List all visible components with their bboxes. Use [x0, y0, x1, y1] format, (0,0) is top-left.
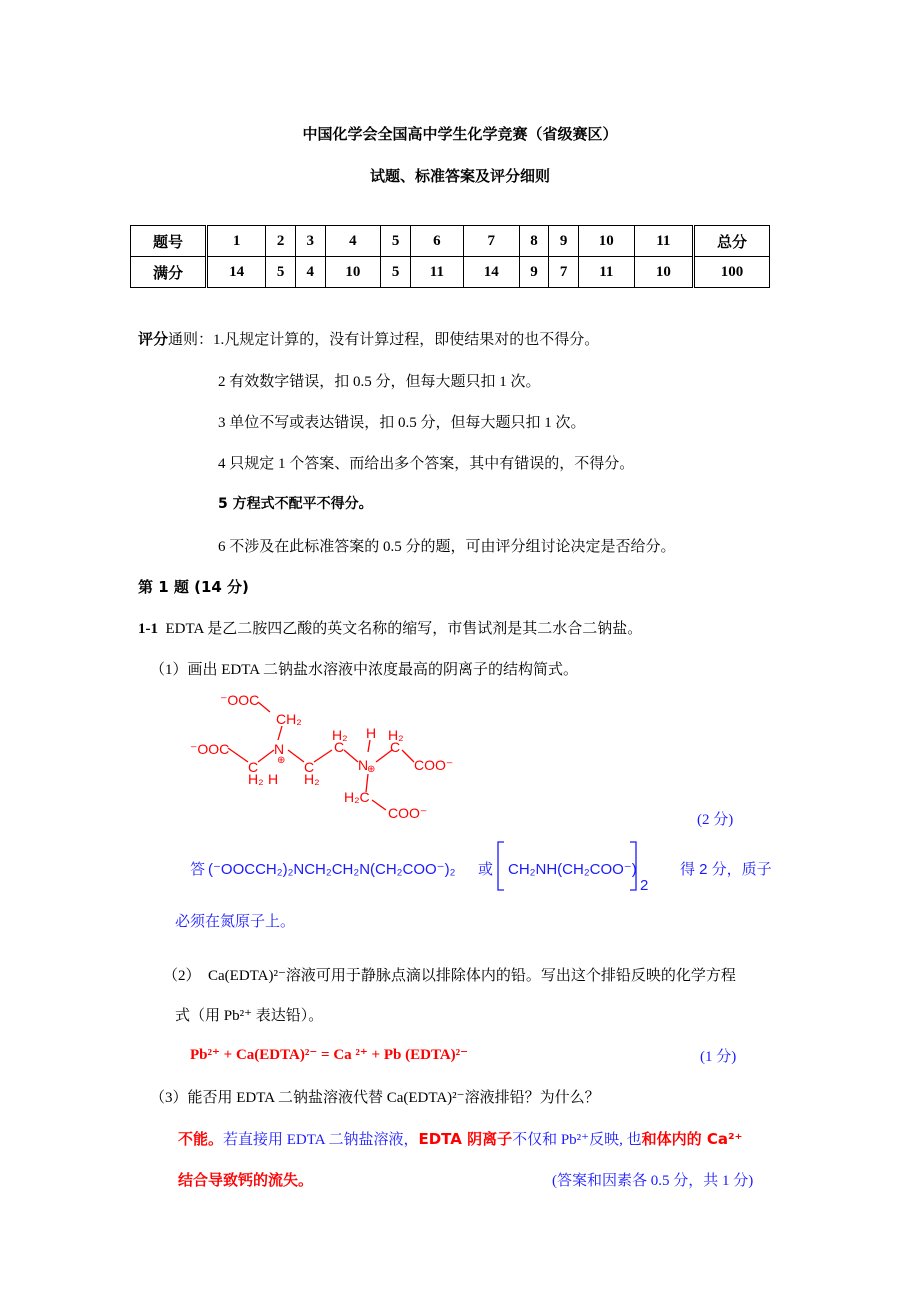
answer-red: 不能。: [178, 1130, 224, 1148]
cell-score: 11: [578, 257, 634, 288]
cell-score: 14: [207, 257, 266, 288]
row-label-number: 题号: [131, 226, 207, 257]
cell-score: 7: [549, 257, 579, 288]
row-label-score: 满分: [131, 257, 207, 288]
edta-structure-diagram: [170, 688, 480, 828]
rules-lead: 通则：: [168, 332, 214, 348]
rule-3: 3 单位不写或表达错误，扣 0.5 分，但每大题只扣 1 次。: [218, 415, 586, 431]
cell-number: 1: [207, 226, 266, 257]
rule-4: 4 只规定 1 个答案、而给出多个答案，其中有错误的，不得分。: [218, 456, 635, 472]
atom-label: N: [358, 757, 369, 773]
cell-number: 10: [578, 226, 634, 257]
atom-label: C: [248, 759, 259, 775]
bond: [258, 750, 274, 762]
answer-tail-2: 必须在氮原子上。: [175, 914, 296, 930]
rules-lead-bold: 评分: [138, 330, 169, 348]
rule-2: 2 有效数字错误，扣 0.5 分，但每大题只扣 1 次。: [218, 374, 541, 390]
bond: [278, 726, 282, 740]
atom-label: COO⁻: [388, 805, 428, 821]
total-value: 100: [694, 257, 770, 288]
rule-6: 6 不涉及在此标准答案的 0.5 分的题，可由评分组讨论决定是否给分。: [218, 539, 676, 555]
q1-part1-prompt: （1）画出 EDTA 二钠盐水溶液中浓度最高的阴离子的结构简式。: [150, 662, 578, 678]
q1-part2-prompt-b: 式（用 Pb²⁺ 表达铅）。: [175, 1008, 324, 1024]
bond: [344, 750, 358, 762]
cell-number: 6: [410, 226, 463, 257]
q1-part2-score: (1 分): [700, 1049, 737, 1065]
answer-red: EDTA 阴离子: [418, 1130, 513, 1148]
answer-red: 和体内的 Ca²⁺: [641, 1130, 743, 1148]
atom-label: C: [304, 759, 315, 775]
cell-score: 5: [266, 257, 296, 288]
total-label: 总分: [694, 226, 770, 257]
bond: [372, 800, 386, 810]
formula-or: 或: [478, 861, 494, 878]
cell-score: 4: [295, 257, 325, 288]
formula-bracketed: CH₂NH(CH₂COO⁻): [508, 861, 637, 878]
atom-label: ⁻OOC: [190, 741, 230, 757]
q1-part3-answer-b: 结合导致钙的流失。: [178, 1171, 314, 1189]
cell-number: 2: [266, 226, 296, 257]
atom-label: CH₂: [276, 711, 302, 727]
bond: [314, 750, 332, 762]
answer-blue: 若直接用 EDTA 二钠盐溶液，: [223, 1132, 419, 1148]
atom-label: H: [366, 725, 377, 741]
bond: [288, 750, 304, 762]
q1-part3-prompt: （3）能否用 EDTA 二钠盐溶液代替 Ca(EDTA)²⁻溶液排铅？为什么？: [150, 1090, 600, 1106]
rule-1: 1.凡规定计算的，没有计算过程，即使结果对的也不得分。: [213, 332, 600, 348]
atom-label: H₂C: [344, 789, 370, 805]
bond: [228, 748, 248, 762]
answer-prefix: 答: [190, 861, 206, 878]
rule-5: 5 方程式不配平不得分。: [218, 496, 373, 512]
atom-label: N: [274, 741, 285, 757]
bracket-subscript: 2: [640, 877, 649, 894]
cell-score: 14: [463, 257, 519, 288]
q1-part2-equation: Pb²⁺ + Ca(EDTA)²⁻ = Ca ²⁺ + Pb (EDTA)²⁻: [190, 1047, 469, 1063]
answer-blue: 不仅和 Pb²⁺反映, 也: [512, 1132, 642, 1148]
atom-label: COO⁻: [414, 757, 454, 773]
q1-part1-score: (2 分): [697, 812, 734, 828]
bond: [402, 750, 414, 762]
score-table: [130, 225, 770, 288]
cell-number: 9: [549, 226, 579, 257]
cell-score: 11: [410, 257, 463, 288]
q11-line: [138, 617, 642, 638]
cell-score: 10: [325, 257, 381, 288]
atom-label: C: [334, 739, 345, 755]
cell-score: 9: [519, 257, 549, 288]
atom-label: C: [390, 739, 401, 755]
atom-label: H₂: [388, 727, 404, 743]
cell-score: 5: [381, 257, 411, 288]
atom-label: H: [268, 771, 279, 787]
table-row: [131, 226, 770, 257]
cell-number: 8: [519, 226, 549, 257]
bond: [258, 702, 270, 712]
table-row: [131, 257, 770, 288]
q1-part3-answer-a: [178, 1128, 742, 1149]
atom-label: H₂: [304, 771, 320, 787]
alternative-answer-formula: [186, 838, 786, 896]
structure-bonds: [228, 702, 414, 810]
q1-part2-prompt-a: （2） Ca(EDTA)²⁻溶液可用于静脉点滴以排除体内的铅。写出这个排铅反映的化学方程: [163, 968, 736, 984]
cell-number: 4: [325, 226, 381, 257]
doc-subtitle: 试题、标准答案及评分细则: [369, 167, 550, 185]
doc-title: 中国化学会全国高中学生化学竞赛（省级赛区）: [302, 125, 618, 143]
atom-label: H₂: [248, 771, 264, 787]
atom-label: ⁻OOC: [220, 692, 260, 708]
atom-label: H₂: [332, 727, 348, 743]
bond: [368, 740, 370, 752]
bracket-left: [498, 842, 504, 890]
answer-tail: 得 2 分，质子: [680, 861, 772, 878]
cell-number: 11: [634, 226, 693, 257]
cell-number: 7: [463, 226, 519, 257]
q11-text: EDTA 是乙二胺四乙酸的英文名称的缩写，市售试剂是其二水合二钠盐。: [165, 621, 643, 637]
cell-number: 3: [295, 226, 325, 257]
rules-line-1: [138, 328, 599, 349]
charge-label: ⊕: [277, 755, 286, 766]
q11-number: 1-1: [138, 621, 158, 637]
q1-part3-score: (答案和因素各 0.5 分，共 1 分): [552, 1173, 754, 1189]
cell-score: 10: [634, 257, 693, 288]
cell-number: 5: [381, 226, 411, 257]
formula-linear-1: (⁻OOCCH₂)₂NCH₂CH₂N(CH₂COO⁻)₂: [208, 861, 456, 878]
charge-label: ⊕: [367, 764, 376, 775]
q1-heading: 第 1 题 (14 分): [138, 578, 249, 596]
